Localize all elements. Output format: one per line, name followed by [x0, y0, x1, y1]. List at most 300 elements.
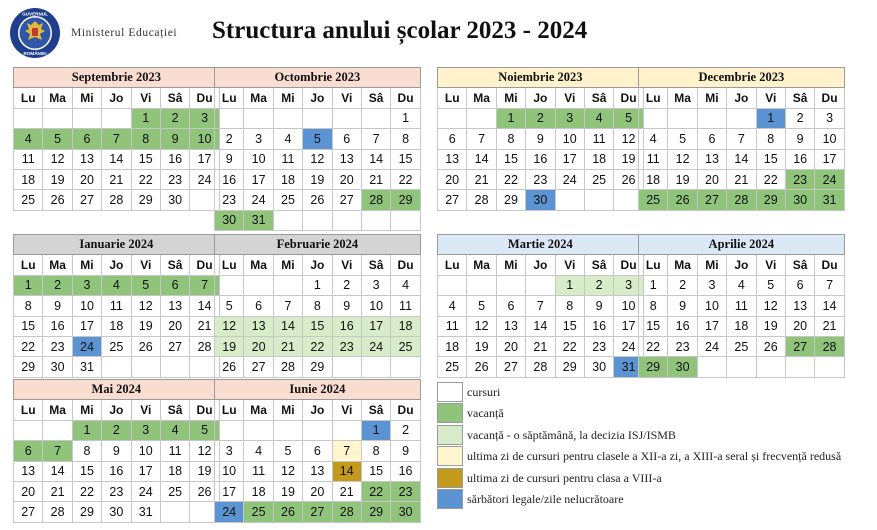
legend-swatch — [437, 489, 463, 509]
day-cell: 24 — [131, 481, 160, 501]
day-cell: 26 — [668, 190, 697, 210]
day-cell: 1 — [639, 275, 668, 295]
month-title: Iunie 2024 — [215, 380, 421, 400]
day-cell: 26 — [467, 357, 496, 377]
day-cell: 10 — [131, 441, 160, 461]
day-cell: 15 — [555, 316, 584, 336]
day-cell: 26 — [215, 357, 244, 377]
month-table — [13, 234, 220, 378]
day-cell: 29 — [72, 502, 101, 522]
weekday-header: Mi — [72, 255, 101, 275]
day-cell: 10 — [614, 296, 643, 316]
empty-cell — [332, 108, 361, 128]
day-cell: 21 — [526, 336, 555, 356]
weekday-header: Mi — [496, 255, 525, 275]
day-cell: 29 — [639, 357, 668, 377]
day-cell: 1 — [72, 420, 101, 440]
day-cell: 20 — [244, 336, 273, 356]
day-cell: 3 — [697, 275, 726, 295]
weekday-header: Vi — [332, 88, 361, 108]
month-calendar — [638, 234, 845, 378]
weekday-header: Jo — [303, 400, 332, 420]
day-cell: 1 — [391, 108, 420, 128]
weekday-header: Lu — [215, 88, 244, 108]
day-cell: 28 — [190, 336, 219, 356]
week-row — [438, 129, 644, 149]
day-cell: 1 — [361, 420, 390, 440]
day-cell: 25 — [273, 190, 302, 210]
day-cell: 5 — [756, 275, 785, 295]
week-row — [14, 296, 220, 316]
day-cell: 24 — [244, 190, 273, 210]
weekday-header: Mi — [496, 88, 525, 108]
day-cell: 22 — [756, 169, 785, 189]
week-row — [14, 275, 220, 295]
month-title: Aprilie 2024 — [639, 235, 845, 255]
week-row — [215, 502, 421, 522]
day-cell: 17 — [555, 149, 584, 169]
empty-cell — [332, 357, 361, 377]
empty-cell — [785, 357, 814, 377]
empty-cell — [361, 108, 390, 128]
day-cell: 7 — [361, 129, 390, 149]
day-cell: 30 — [43, 357, 72, 377]
empty-cell — [303, 420, 332, 440]
weekday-header: Sâ — [361, 400, 390, 420]
day-cell: 1 — [555, 275, 584, 295]
day-cell: 29 — [756, 190, 785, 210]
day-cell: 24 — [215, 502, 244, 522]
day-cell: 15 — [303, 316, 332, 336]
day-cell: 2 — [102, 420, 131, 440]
day-cell: 12 — [273, 461, 302, 481]
month-title: Februarie 2024 — [215, 235, 421, 255]
day-cell: 12 — [43, 149, 72, 169]
weekday-header: Lu — [438, 88, 467, 108]
empty-cell — [727, 108, 756, 128]
day-cell: 1 — [131, 108, 160, 128]
month-title: Martie 2024 — [438, 235, 644, 255]
day-cell: 26 — [131, 336, 160, 356]
day-cell: 18 — [102, 316, 131, 336]
day-cell: 6 — [697, 129, 726, 149]
day-cell: 3 — [72, 275, 101, 295]
weekday-header: Lu — [215, 255, 244, 275]
day-cell: 7 — [43, 441, 72, 461]
weekday-header: Vi — [131, 400, 160, 420]
weekday-header: Mi — [273, 400, 302, 420]
day-cell: 2 — [526, 108, 555, 128]
day-cell: 8 — [756, 129, 785, 149]
day-cell: 8 — [72, 441, 101, 461]
week-row — [438, 336, 644, 356]
day-cell: 20 — [14, 481, 43, 501]
day-cell: 23 — [160, 169, 189, 189]
empty-cell — [244, 108, 273, 128]
weekday-header: Du — [391, 88, 420, 108]
empty-cell — [215, 108, 244, 128]
week-row — [14, 169, 220, 189]
empty-cell — [303, 108, 332, 128]
day-cell: 4 — [160, 420, 189, 440]
day-cell: 4 — [584, 108, 613, 128]
day-cell: 16 — [43, 316, 72, 336]
day-cell: 21 — [43, 481, 72, 501]
empty-cell — [391, 210, 420, 230]
weekday-header: Lu — [639, 255, 668, 275]
logo-text-bottom: ROMÂNIEI — [23, 51, 47, 56]
day-cell: 14 — [332, 461, 361, 481]
empty-cell — [639, 108, 668, 128]
week-row — [438, 169, 644, 189]
empty-cell — [215, 275, 244, 295]
weekday-header: Mi — [72, 400, 101, 420]
day-cell: 28 — [102, 190, 131, 210]
weekday-header: Vi — [756, 88, 785, 108]
week-row — [438, 316, 644, 336]
day-cell: 9 — [102, 441, 131, 461]
day-cell: 30 — [785, 190, 814, 210]
day-cell: 25 — [244, 502, 273, 522]
week-row — [14, 461, 220, 481]
week-row — [215, 481, 421, 501]
day-cell: 15 — [391, 149, 420, 169]
day-cell: 31 — [131, 502, 160, 522]
month-calendar — [638, 67, 845, 211]
day-cell: 23 — [43, 336, 72, 356]
day-cell: 29 — [555, 357, 584, 377]
day-cell: 5 — [190, 420, 219, 440]
weekday-header: Sâ — [584, 88, 613, 108]
weekday-header: Vi — [131, 88, 160, 108]
day-cell: 8 — [391, 129, 420, 149]
weekday-header: Jo — [526, 88, 555, 108]
week-row — [438, 190, 644, 210]
empty-cell — [131, 357, 160, 377]
day-cell: 22 — [303, 336, 332, 356]
weekday-header: Sâ — [160, 88, 189, 108]
week-row — [14, 502, 220, 522]
week-row — [438, 296, 644, 316]
day-cell: 11 — [391, 296, 420, 316]
day-cell: 25 — [102, 336, 131, 356]
day-cell: 6 — [303, 441, 332, 461]
day-cell: 17 — [614, 316, 643, 336]
day-cell: 12 — [215, 316, 244, 336]
weekday-header: Jo — [727, 255, 756, 275]
day-cell: 14 — [273, 316, 302, 336]
day-cell: 19 — [215, 336, 244, 356]
weekday-header: Ma — [668, 255, 697, 275]
weekday-header: Mi — [273, 255, 302, 275]
day-cell: 3 — [815, 108, 844, 128]
legend-label: ultima zi de cursuri pentru clasa a VIII-a — [467, 470, 662, 485]
day-cell: 8 — [555, 296, 584, 316]
weekday-header: Mi — [273, 88, 302, 108]
weekday-header: Ma — [43, 88, 72, 108]
day-cell: 19 — [43, 169, 72, 189]
day-cell: 17 — [697, 316, 726, 336]
day-cell: 15 — [639, 316, 668, 336]
day-cell: 30 — [215, 210, 244, 230]
day-cell: 30 — [584, 357, 613, 377]
day-cell: 18 — [273, 169, 302, 189]
day-cell: 9 — [160, 129, 189, 149]
month-calendar — [437, 234, 644, 378]
week-row — [14, 190, 220, 210]
day-cell: 13 — [160, 296, 189, 316]
day-cell: 12 — [467, 316, 496, 336]
day-cell: 6 — [438, 129, 467, 149]
day-cell: 14 — [526, 316, 555, 336]
empty-cell — [361, 210, 390, 230]
week-row — [215, 169, 421, 189]
day-cell: 20 — [72, 169, 101, 189]
day-cell: 13 — [303, 461, 332, 481]
day-cell: 27 — [72, 190, 101, 210]
empty-cell — [244, 275, 273, 295]
weekday-header: Vi — [555, 255, 584, 275]
week-row — [639, 190, 845, 210]
day-cell: 25 — [727, 336, 756, 356]
weekday-header: Sâ — [584, 255, 613, 275]
week-row — [438, 149, 644, 169]
day-cell: 12 — [668, 149, 697, 169]
day-cell: 30 — [391, 502, 420, 522]
weekday-header: Jo — [727, 88, 756, 108]
day-cell: 21 — [273, 336, 302, 356]
day-cell: 12 — [614, 129, 643, 149]
legend-swatch — [437, 446, 463, 466]
weekday-header: Ma — [467, 255, 496, 275]
weekday-header: Jo — [303, 255, 332, 275]
day-cell: 20 — [438, 169, 467, 189]
day-cell: 2 — [584, 275, 613, 295]
day-cell: 17 — [815, 149, 844, 169]
week-row — [215, 441, 421, 461]
month-calendar — [13, 379, 220, 523]
day-cell: 18 — [391, 316, 420, 336]
weekday-header: Du — [190, 400, 219, 420]
day-cell: 10 — [815, 129, 844, 149]
week-row — [14, 420, 220, 440]
day-cell: 16 — [332, 316, 361, 336]
day-cell: 17 — [215, 481, 244, 501]
week-row — [639, 108, 845, 128]
day-cell: 20 — [697, 169, 726, 189]
empty-cell — [273, 420, 302, 440]
month-calendar — [214, 67, 421, 231]
day-cell: 8 — [361, 441, 390, 461]
empty-cell — [273, 210, 302, 230]
day-cell: 14 — [102, 149, 131, 169]
week-row — [14, 357, 220, 377]
day-cell: 3 — [244, 129, 273, 149]
day-cell: 20 — [303, 481, 332, 501]
day-cell: 13 — [438, 149, 467, 169]
week-row — [14, 336, 220, 356]
day-cell: 27 — [160, 336, 189, 356]
weekday-header: Lu — [639, 88, 668, 108]
day-cell: 3 — [555, 108, 584, 128]
day-cell: 6 — [244, 296, 273, 316]
day-cell: 22 — [496, 169, 525, 189]
day-cell: 18 — [244, 481, 273, 501]
day-cell: 17 — [72, 316, 101, 336]
legend-swatch — [437, 382, 463, 402]
month-table — [13, 67, 220, 211]
day-cell: 7 — [815, 275, 844, 295]
day-cell: 25 — [438, 357, 467, 377]
day-cell: 9 — [332, 296, 361, 316]
legend-label: vacanță - o săptămână, la decizia ISJ/ISMB — [467, 427, 676, 442]
day-cell: 19 — [303, 169, 332, 189]
day-cell: 11 — [639, 149, 668, 169]
week-row — [215, 210, 421, 230]
weekday-header: Lu — [14, 255, 43, 275]
day-cell: 29 — [391, 190, 420, 210]
empty-cell — [438, 275, 467, 295]
month-table — [437, 234, 644, 378]
day-cell: 11 — [273, 149, 302, 169]
weekday-header: Ma — [244, 255, 273, 275]
legend-swatch — [437, 425, 463, 445]
day-cell: 15 — [131, 149, 160, 169]
day-cell: 6 — [14, 441, 43, 461]
day-cell: 11 — [14, 149, 43, 169]
weekday-header: Du — [190, 88, 219, 108]
empty-cell — [391, 357, 420, 377]
empty-cell — [467, 108, 496, 128]
day-cell: 2 — [160, 108, 189, 128]
day-cell: 13 — [332, 149, 361, 169]
month-calendar — [13, 234, 220, 378]
day-cell: 19 — [614, 149, 643, 169]
day-cell: 15 — [14, 316, 43, 336]
day-cell: 3 — [361, 275, 390, 295]
empty-cell — [102, 357, 131, 377]
weekday-header: Du — [391, 400, 420, 420]
week-row — [14, 149, 220, 169]
empty-cell — [273, 275, 302, 295]
month-calendar — [214, 234, 421, 378]
day-cell: 31 — [815, 190, 844, 210]
day-cell: 14 — [467, 149, 496, 169]
day-cell: 6 — [72, 129, 101, 149]
day-cell: 11 — [244, 461, 273, 481]
day-cell: 27 — [303, 502, 332, 522]
day-cell: 21 — [190, 316, 219, 336]
day-cell: 5 — [303, 129, 332, 149]
day-cell: 4 — [244, 441, 273, 461]
empty-cell — [555, 190, 584, 210]
day-cell: 7 — [273, 296, 302, 316]
day-cell: 14 — [190, 296, 219, 316]
empty-cell — [584, 190, 613, 210]
legend-label: ultima zi de cursuri pentru clasele a XII-a zi, a XIII-a seral și frecvență redusă — [467, 449, 842, 464]
weekday-header: Ma — [43, 400, 72, 420]
day-cell: 19 — [467, 336, 496, 356]
day-cell: 30 — [526, 190, 555, 210]
week-row — [14, 481, 220, 501]
week-row — [639, 336, 845, 356]
day-cell: 26 — [756, 336, 785, 356]
day-cell: 25 — [639, 190, 668, 210]
week-row — [215, 149, 421, 169]
week-row — [215, 108, 421, 128]
weekday-header: Mi — [697, 88, 726, 108]
day-cell: 7 — [332, 441, 361, 461]
day-cell: 31 — [72, 357, 101, 377]
day-cell: 18 — [584, 149, 613, 169]
weekday-header: Vi — [131, 255, 160, 275]
empty-cell — [160, 357, 189, 377]
empty-cell — [303, 210, 332, 230]
day-cell: 3 — [190, 108, 219, 128]
day-cell: 2 — [215, 129, 244, 149]
day-cell: 13 — [14, 461, 43, 481]
day-cell: 6 — [496, 296, 525, 316]
day-cell: 29 — [496, 190, 525, 210]
day-cell: 17 — [131, 461, 160, 481]
month-table — [13, 379, 220, 523]
day-cell: 7 — [526, 296, 555, 316]
day-cell: 8 — [639, 296, 668, 316]
day-cell: 8 — [303, 296, 332, 316]
day-cell: 23 — [332, 336, 361, 356]
empty-cell — [273, 108, 302, 128]
day-cell: 24 — [555, 169, 584, 189]
weekday-header: Du — [614, 255, 643, 275]
day-cell: 10 — [190, 129, 219, 149]
day-cell: 23 — [391, 481, 420, 501]
day-cell: 22 — [72, 481, 101, 501]
month-table — [214, 67, 421, 231]
day-cell: 18 — [438, 336, 467, 356]
day-cell: 11 — [584, 129, 613, 149]
legend-label: vacanță — [467, 406, 504, 421]
day-cell: 25 — [160, 481, 189, 501]
day-cell: 14 — [43, 461, 72, 481]
day-cell: 27 — [332, 190, 361, 210]
day-cell: 3 — [215, 441, 244, 461]
week-row — [215, 336, 421, 356]
day-cell: 23 — [668, 336, 697, 356]
day-cell: 27 — [438, 190, 467, 210]
day-cell: 7 — [727, 129, 756, 149]
week-row — [215, 296, 421, 316]
legend-label: cursuri — [467, 385, 501, 399]
weekday-header: Vi — [332, 255, 361, 275]
day-cell: 10 — [555, 129, 584, 149]
day-cell: 15 — [72, 461, 101, 481]
weekday-header: Sâ — [361, 88, 390, 108]
day-cell: 10 — [72, 296, 101, 316]
day-cell: 10 — [244, 149, 273, 169]
day-cell: 5 — [614, 108, 643, 128]
day-cell: 27 — [496, 357, 525, 377]
day-cell: 14 — [815, 296, 844, 316]
week-row — [215, 275, 421, 295]
day-cell: 4 — [438, 296, 467, 316]
day-cell: 1 — [756, 108, 785, 128]
day-cell: 18 — [14, 169, 43, 189]
month-title: Noiembrie 2023 — [438, 68, 644, 88]
week-row — [215, 129, 421, 149]
empty-cell — [467, 275, 496, 295]
weekday-header: Jo — [102, 255, 131, 275]
day-cell: 16 — [391, 461, 420, 481]
